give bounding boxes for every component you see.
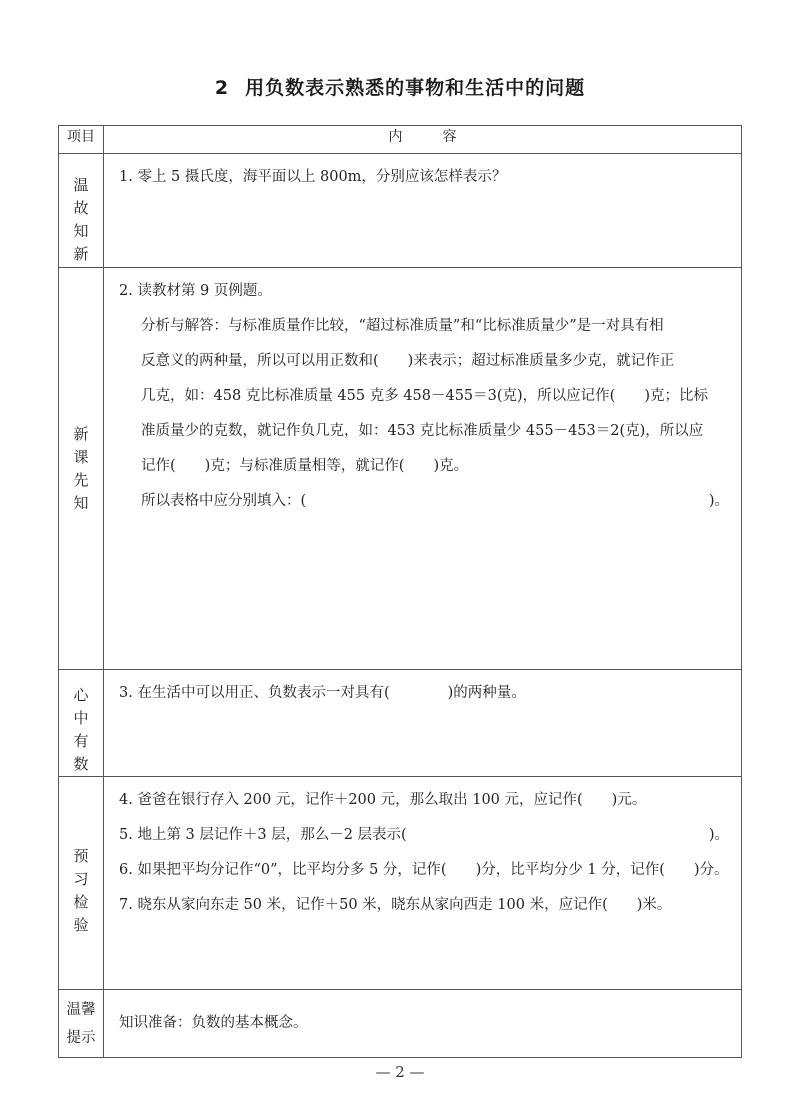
- question-5: [119, 818, 729, 853]
- worksheet-table: [58, 125, 742, 1058]
- question-5-left: 5. 地上第 3 层记作＋3 层，那么－2 层表示(: [119, 827, 407, 843]
- question-1: 1. 零上 5 摄氏度，海平面以上 800m，分别应该怎样表示？: [119, 169, 507, 185]
- lesson-number: 2: [214, 77, 230, 99]
- section-review: [59, 154, 742, 268]
- question-6: 6. 如果把平均分记作“0”，比平均分多 5 分，记作( )分，比平均分少 1 分，记作( )分。: [119, 862, 729, 878]
- page-number: — 2 —: [375, 1063, 425, 1081]
- section-label: 新课先知: [59, 268, 104, 670]
- section-summary: [59, 670, 742, 777]
- section-content: [104, 990, 742, 1058]
- page-title: [0, 73, 800, 100]
- lesson-title: 用负数表示熟悉的事物和生活中的问题: [245, 77, 586, 99]
- section-preview: [59, 268, 742, 670]
- answer-line: 反意义的两种量，所以可以用正数和( )来表示；超过标准质量多少克，就记作正: [141, 353, 675, 369]
- fill-in-right: )。: [708, 493, 729, 509]
- answer-line: 准质量少的克数，就记作负几克，如：453 克比标准质量少 455－453＝2(克)，所以应: [141, 423, 704, 439]
- tip-text: 知识准备：负数的基本概念。: [119, 1015, 308, 1031]
- question-5-right: )。: [708, 827, 729, 843]
- header-content: 内容: [104, 126, 742, 154]
- section-label: [59, 990, 104, 1058]
- fill-in-left: 所以表格中应分别填入：(: [141, 493, 307, 509]
- question-2: 2. 读教材第 9 页例题。: [119, 283, 272, 299]
- section-content: [104, 670, 742, 777]
- section-check: [59, 777, 742, 990]
- question-3: 3. 在生活中可以用正、负数表示一对具有( )的两种量。: [119, 685, 526, 701]
- section-label: 心中有数: [59, 670, 104, 777]
- section-tip: [59, 990, 742, 1058]
- section-content: [104, 777, 742, 990]
- section-content: [104, 268, 742, 670]
- fill-in-line: [119, 484, 729, 519]
- question-4: 4. 爸爸在银行存入 200 元，记作＋200 元，那么取出 100 元，应记作( )元。: [119, 792, 647, 808]
- answer-line: 分析与解答：与标准质量作比较，“超过标准质量”和“比标准质量少”是一对具有相: [141, 318, 664, 334]
- answer-line: 几克，如：458 克比标准质量 455 克多 458－455＝3(克)，所以应记作( )克；比标: [141, 388, 708, 404]
- section-label: 温故知新: [59, 154, 104, 268]
- answer-line: 记作( )克；与标准质量相等，就记作( )克。: [141, 458, 469, 474]
- tip-label-bottom: 提示: [66, 1029, 96, 1046]
- section-content: [104, 154, 742, 268]
- header-item: 项目: [59, 126, 104, 154]
- question-7: 7. 晓东从家向东走 50 米，记作＋50 米，晓东从家向西走 100 米，应记作( )米。: [119, 897, 672, 913]
- section-label: 预习检验: [59, 777, 104, 990]
- tip-label-top: 温馨: [66, 1001, 96, 1018]
- table-header-row: [59, 126, 742, 154]
